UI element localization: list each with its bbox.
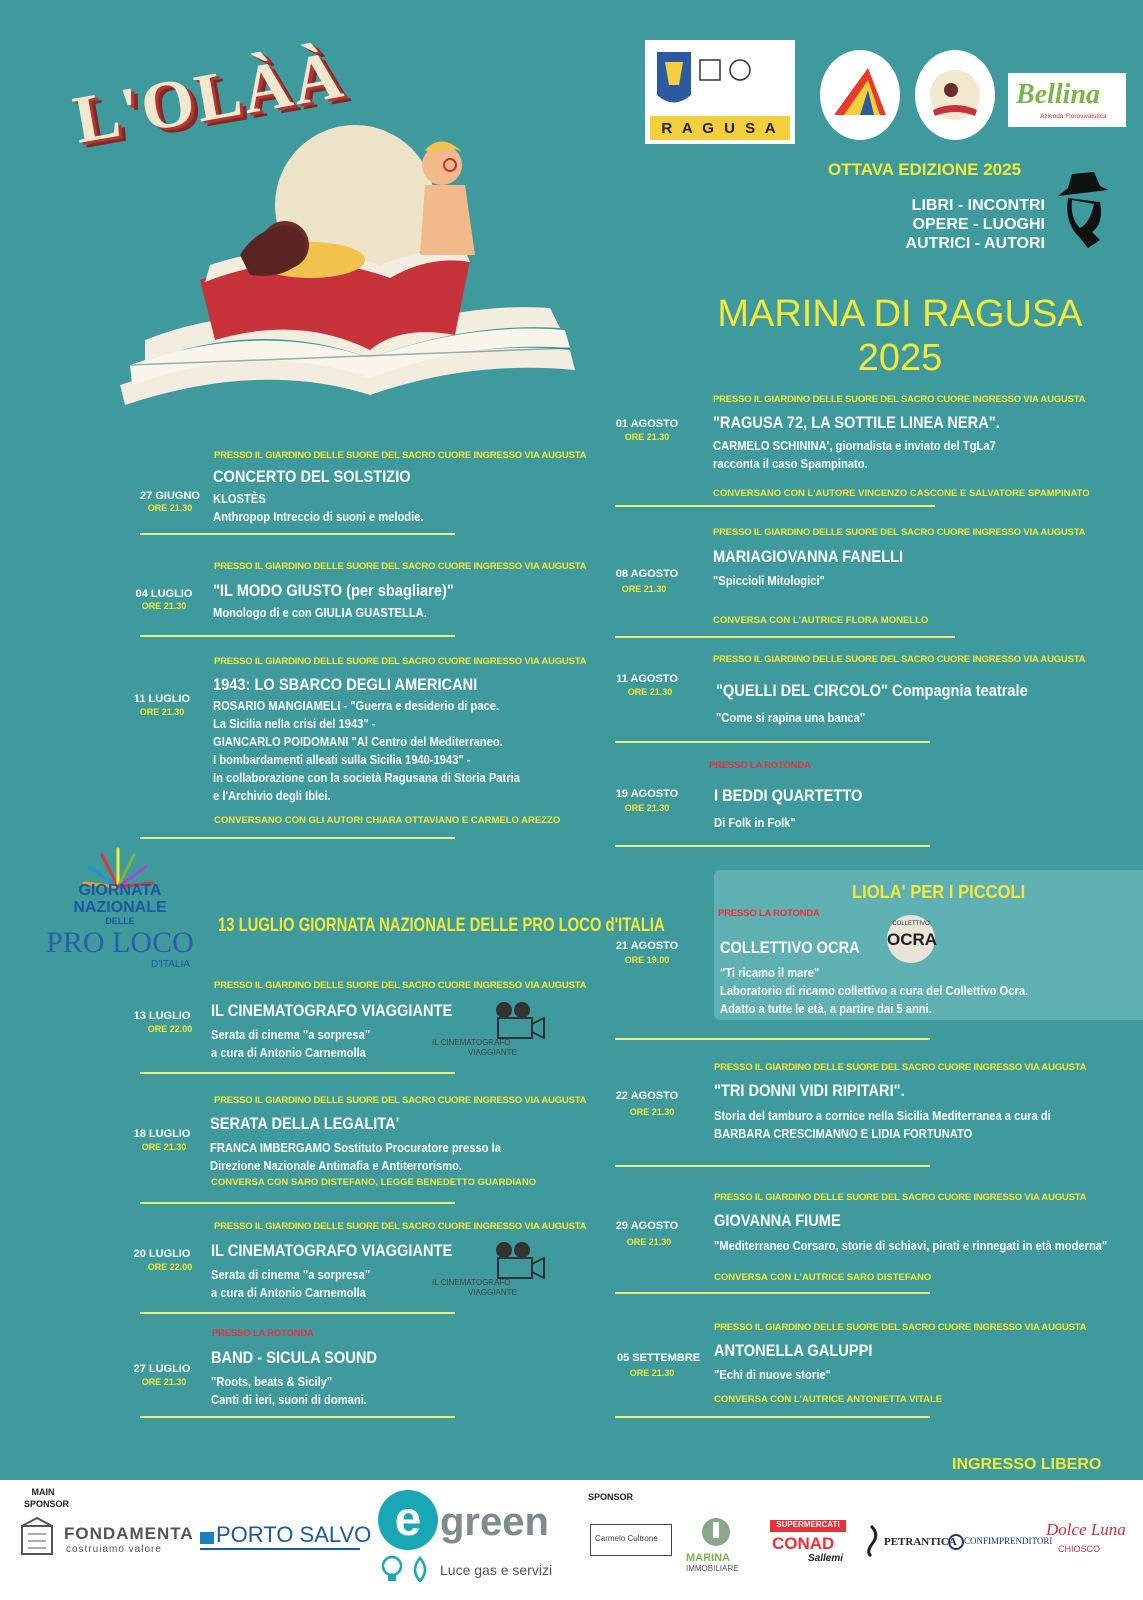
event-venue: PRESSO LA ROTONDA xyxy=(718,908,820,919)
event-line: GIANCARLO POIDOMANI "Al Centro del Mediterraneo. xyxy=(213,734,503,749)
event-venue: PRESSO IL GIARDINO DELLE SUORE DEL SACRO CUORE INGRESSO VIA AUGUSTA xyxy=(714,1322,1087,1333)
event-time: ORE 19.00 xyxy=(624,955,670,965)
event-date: 08 AGOSTO xyxy=(615,568,679,580)
event-venue: PRESSO IL GIARDINO DELLE SUORE DEL SACRO CUORE INGRESSO VIA AUGUSTA xyxy=(713,654,1086,665)
location-name: MARINA DI RAGUSA xyxy=(717,293,1083,335)
divider xyxy=(615,1292,930,1294)
event-line: a cura di Antonio Carnemolla xyxy=(211,1045,366,1060)
event-title: CONCERTO DEL SOLSTIZIO xyxy=(213,467,411,486)
divider xyxy=(615,1416,930,1418)
event-title: "IL MODO GIUSTO (per sbagliare)" xyxy=(213,581,454,600)
event-line: Monologo di e con GIULIA GUASTELLA. xyxy=(213,605,427,620)
event-date: 13 LUGLIO xyxy=(133,1010,191,1022)
event-time: ORE 21.30 xyxy=(624,803,670,813)
event-date: 05 SETTEMBRE xyxy=(617,1352,701,1364)
event-line: KLOSTÈS xyxy=(213,491,266,506)
author-portrait-icon xyxy=(1050,168,1115,253)
ocra-logo xyxy=(887,915,938,963)
event-venue: PRESSO LA ROTONDA xyxy=(212,1328,314,1339)
event-time: ORE 21.30 xyxy=(141,1142,187,1152)
tagline-line: AUTRICI - AUTORI xyxy=(905,235,1045,252)
conad-logo: CONAD xyxy=(772,1534,835,1553)
egreen-mark xyxy=(378,1490,438,1550)
event-line: La Sicilia nella crisi del 1943" - xyxy=(213,716,376,731)
proloco-text: NAZIONALE xyxy=(73,899,167,916)
divider xyxy=(140,1416,455,1418)
event-time: ORE 21.30 xyxy=(141,601,187,611)
fondamenta-logo: FONDAMENTA xyxy=(64,1524,194,1543)
event-line: "Ti ricamo il mare" xyxy=(720,965,820,980)
event-conversation: CONVERSANO CON GLI AUTORI CHIARA OTTAVIANO E CARMELO AREZZO xyxy=(214,815,561,826)
edition-label: OTTAVA EDIZIONE 2025 xyxy=(828,160,1022,179)
event-line: racconta il caso Spampinato. xyxy=(713,456,868,471)
event-conversation: CONVERSA CON SARO DISTEFANO, LEGGE BENEDETTO GUARDIANO xyxy=(211,1177,537,1188)
porto-salvo-underline xyxy=(200,1548,360,1550)
event-line: In collaborazione con la società Ragusana di Storia Patria xyxy=(213,770,520,785)
cinema-logo-text: IL CINEMATOGRAFO xyxy=(432,1038,511,1047)
event-description xyxy=(713,437,996,473)
event-date: 01 AGOSTO xyxy=(615,418,679,430)
event-title: GIOVANNA FIUME xyxy=(714,1211,841,1230)
event-description xyxy=(716,709,865,727)
event-venue: PRESSO IL GIARDINO DELLE SUORE DEL SACRO CUORE INGRESSO VIA AUGUSTA xyxy=(214,450,587,461)
event-line: "Roots, beats & Sicily" xyxy=(211,1374,333,1389)
event-venue: PRESSO IL GIARDINO DELLE SUORE DEL SACRO CUORE INGRESSO VIA AUGUSTA xyxy=(713,527,1086,538)
proloco-text: D'ITALIA xyxy=(151,959,190,970)
marina-sub: IMMOBILIARE xyxy=(686,1564,739,1573)
event-title: COLLETTIVO OCRA xyxy=(720,938,860,957)
event-time: ORE 21.30 xyxy=(624,432,670,442)
event-time: ORE 21.30 xyxy=(139,707,185,717)
event-description xyxy=(213,604,427,622)
tagline xyxy=(880,196,1045,253)
ragusa-text: R A G U S A xyxy=(661,120,779,137)
event-description xyxy=(213,490,424,526)
carmelo-text: Carmelo Cultrone xyxy=(595,1534,658,1543)
event-time: ORE 21.30 xyxy=(147,503,193,513)
proloco-text: PRO LOCO xyxy=(46,926,194,959)
fondamenta-sub: costruiamo valore xyxy=(66,1544,162,1555)
event-description xyxy=(213,697,520,805)
bellina-sub: Azienda Florovivaistica xyxy=(1040,113,1107,120)
marina-icon xyxy=(700,1516,732,1548)
event-date: 11 AGOSTO xyxy=(616,673,678,685)
event-venue: PRESSO IL GIARDINO DELLE SUORE DEL SACRO CUORE INGRESSO VIA AUGUSTA xyxy=(714,1062,1087,1073)
festival-logo: L'OLÀÀ xyxy=(67,35,350,158)
event-date: 11 LUGLIO xyxy=(133,693,191,705)
event-time: ORE 21.30 xyxy=(621,584,667,594)
event-venue: PRESSO IL GIARDINO DELLE SUORE DEL SACRO CUORE INGRESSO VIA AUGUSTA xyxy=(713,394,1086,405)
egreen-logo: green xyxy=(440,1500,549,1544)
proloco-text: DELLE xyxy=(105,916,135,926)
event-time: ORE 21.30 xyxy=(141,1377,187,1387)
carmelo-logo xyxy=(590,1524,672,1556)
event-title: ANTONELLA GALUPPI xyxy=(714,1341,873,1360)
event-description xyxy=(714,1107,1051,1143)
proloco-logo xyxy=(40,882,200,971)
divider xyxy=(140,1312,455,1314)
event-time: ORE 22.00 xyxy=(147,1024,193,1034)
event-conversation: CONVERSA CON L'AUTRICE ANTONIETTA VITALE xyxy=(714,1394,943,1405)
event-description xyxy=(714,1237,1107,1255)
event-date: 22 AGOSTO xyxy=(615,1090,679,1102)
event-line: "Mediterraneo Corsaro, storie di schiavi, pirati e rinnegati in età moderna" xyxy=(714,1238,1108,1253)
confimprenditori-logo: CONFIMPRENDITORI xyxy=(964,1536,1053,1546)
location-title xyxy=(700,292,1100,380)
divider xyxy=(140,635,455,637)
event-time: ORE 21.30 xyxy=(629,1107,675,1117)
building-icon xyxy=(18,1516,58,1556)
event-time: ORE 21.30 xyxy=(629,1368,675,1378)
cinema-logo xyxy=(430,998,550,1063)
location-year: 2025 xyxy=(857,337,943,379)
event-date: 27 GIUGNO xyxy=(140,490,200,502)
event-line: FRANCA IMBERGAMO Sostituto Procuratore presso la xyxy=(210,1140,501,1155)
event-line: Serata di cinema "a sorpresa" xyxy=(211,1027,371,1042)
event-title: SERATA DELLA LEGALITA' xyxy=(210,1114,400,1133)
divider xyxy=(140,1202,455,1204)
ocra-logo-text: OCRA xyxy=(887,930,938,949)
bulb-flame-icon xyxy=(380,1554,432,1584)
egreen-letter: e xyxy=(394,1493,422,1546)
event-line: Canti di ieri, suoni di domani. xyxy=(211,1392,367,1407)
cinema-logo xyxy=(430,1238,550,1303)
event-conversation: CONVERSA CON L'AUTRICE SARO DISTEFANO xyxy=(714,1272,932,1283)
divider xyxy=(615,741,930,743)
event-line: "Come si rapina una banca" xyxy=(716,710,866,725)
cinema-logo-text: VIAGGIANTE xyxy=(468,1048,517,1057)
divider xyxy=(615,636,955,638)
event-venue: PRESSO IL GIARDINO DELLE SUORE DEL SACRO CUORE INGRESSO VIA AUGUSTA xyxy=(214,1221,587,1232)
cinema-logo-text: IL CINEMATOGRAFO xyxy=(432,1278,511,1287)
event-venue: PRESSO IL GIARDINO DELLE SUORE DEL SACRO CUORE INGRESSO VIA AUGUSTA xyxy=(214,980,587,991)
event-line: CARMELO SCHININA', giornalista e inviato del TgLa7 xyxy=(713,438,996,453)
event-conversation: CONVERSA CON L'AUTRICE FLORA MONELLO xyxy=(713,615,929,626)
divider xyxy=(615,1165,930,1167)
sponsor-label: SPONSOR xyxy=(588,1492,634,1502)
event-description xyxy=(211,1026,370,1062)
event-line: BARBARA CRESCIMANNO E LIDIA FORTUNATO xyxy=(714,1126,973,1141)
tagline-line: OPERE - LUOGHI xyxy=(912,216,1045,233)
event-line: Anthropop Intreccio di suoni e melodie. xyxy=(213,509,424,524)
porto-salvo-logo: PORTO SALVO xyxy=(216,1522,372,1547)
event-line: "Spiccioli Mitologici" xyxy=(713,573,825,588)
divider xyxy=(140,533,455,535)
event-line: ROSARIO MANGIAMELI - "Guerra e desiderio di pace. xyxy=(213,698,500,713)
event-date: 18 LUGLIO xyxy=(133,1128,191,1140)
divider xyxy=(615,1038,930,1040)
sponsor-footer xyxy=(0,1480,1143,1600)
event-title: MARIAGIOVANNA FANELLI xyxy=(713,547,904,566)
divider xyxy=(140,1072,455,1074)
conad-super: SUPERMERCATI xyxy=(776,1520,840,1529)
event-title: 1943: LO SBARCO DEGLI AMERICANI xyxy=(213,675,478,694)
event-time: ORE 22.00 xyxy=(147,1262,193,1272)
event-title: I BEDDI QUARTETTO xyxy=(714,786,863,805)
event-venue: PRESSO LA ROTONDA xyxy=(709,760,811,771)
main-sponsor-label: MAIN SPONSOR xyxy=(24,1487,70,1509)
divider xyxy=(615,505,935,507)
ocra-logo-small: COLLETTIVO xyxy=(892,921,930,927)
event-line: "Echi di nuove storie" xyxy=(714,1367,831,1382)
conad-top-bar xyxy=(770,1520,846,1532)
event-line: Laboratorio di ricamo collettivo a cura del Collettivo Ocra. xyxy=(720,983,1029,998)
event-description xyxy=(714,814,796,832)
petrantica-logo: PETRANTICA xyxy=(884,1536,957,1548)
confimprenditori-icon xyxy=(948,1534,964,1550)
event-title: "QUELLI DEL CIRCOLO" Compagnia teatrale xyxy=(716,681,1028,700)
event-venue: PRESSO IL GIARDINO DELLE SUORE DEL SACRO CUORE INGRESSO VIA AUGUSTA xyxy=(214,561,587,572)
event-time: ORE 21.30 xyxy=(626,1237,672,1247)
dolce-luna-sub: CHIOSCO xyxy=(1058,1544,1101,1554)
porto-salvo-mark xyxy=(200,1532,214,1544)
event-date: 29 AGOSTO xyxy=(615,1220,679,1232)
bellina-logo xyxy=(1008,73,1126,127)
event-line: I bombardamenti alleati sulla Sicilia 1940-1943" - xyxy=(213,752,471,767)
tagline-line: LIBRI - INCONTRI xyxy=(911,197,1045,214)
petrantica-icon xyxy=(860,1524,882,1558)
event-description xyxy=(210,1139,501,1175)
event-line: Storia del tamburo a cornice nella Sicilia Mediterranea a cura di xyxy=(714,1108,1051,1123)
conad-sub: Sallemi xyxy=(808,1553,844,1564)
event-title: BAND - SICULA SOUND xyxy=(211,1348,377,1367)
proloco-banner: 13 LUGLIO GIORNATA NAZIONALE DELLE PRO LOCO d'ITALIA xyxy=(218,915,665,936)
event-time: ORE 21.30 xyxy=(627,687,673,697)
event-venue: PRESSO IL GIARDINO DELLE SUORE DEL SACRO CUORE INGRESSO VIA AUGUSTA xyxy=(214,1095,587,1106)
event-venue: PRESSO IL GIARDINO DELLE SUORE DEL SACRO CUORE INGRESSO VIA AUGUSTA xyxy=(214,656,587,667)
event-description xyxy=(713,572,825,590)
event-conversation: CONVERSANO CON L'AUTORE VINCENZO CASCONE E SALVATORE SPAMPINATO xyxy=(713,488,1090,499)
divider xyxy=(615,845,930,847)
entry-label: INGRESSO LIBERO xyxy=(952,1456,1102,1473)
event-line: Serata di cinema "a sorpresa" xyxy=(211,1267,371,1282)
event-title: "RAGUSA 72, LA SOTTILE LINEA NERA". xyxy=(713,413,1000,432)
event-date: 19 AGOSTO xyxy=(615,788,679,800)
liola-small-logo xyxy=(915,50,995,140)
bellina-text: Bellina xyxy=(1016,79,1101,110)
event-line: a cura di Antonio Carnemolla xyxy=(211,1285,366,1300)
event-date: 27 LUGLIO xyxy=(133,1363,191,1375)
proloco-text: GIORNATA xyxy=(78,882,162,899)
event-description xyxy=(720,964,1028,1018)
egreen-sub: Luce gas e servizi xyxy=(440,1562,553,1578)
event-title: "TRI DONNI VIDI RIPITARI". xyxy=(714,1081,905,1100)
ragusa-unesco-logo xyxy=(645,40,795,144)
event-description xyxy=(211,1373,367,1409)
event-date: 04 LUGLIO xyxy=(135,588,193,600)
cinema-logo-text: VIAGGIANTE xyxy=(468,1288,517,1297)
event-line: Adatto a tutte le età, a partire dai 5 anni. xyxy=(720,1001,932,1016)
association-logo xyxy=(820,50,900,140)
event-date: 21 AGOSTO xyxy=(615,940,679,952)
event-venue: PRESSO IL GIARDINO DELLE SUORE DEL SACRO CUORE INGRESSO VIA AUGUSTA xyxy=(714,1192,1087,1203)
kids-section-title: LIOLA' PER I PICCOLI xyxy=(852,882,1026,902)
event-title: IL CINEMATOGRAFO VIAGGIANTE xyxy=(211,1241,453,1260)
marina-logo: MARINA xyxy=(686,1552,730,1564)
event-description xyxy=(211,1266,370,1302)
event-line: e l'Archivio degli Iblei. xyxy=(213,788,331,803)
event-title: IL CINEMATOGRAFO VIAGGIANTE xyxy=(211,1001,453,1020)
event-date: 20 LUGLIO xyxy=(133,1248,191,1260)
event-line: Direzione Nazionale Antimafia e Antiterrorismo. xyxy=(210,1158,463,1173)
dolce-luna-logo: Dolce Luna xyxy=(1046,1520,1126,1539)
event-line: Di Folk in Folk" xyxy=(714,815,796,830)
event-description xyxy=(714,1366,831,1384)
divider xyxy=(140,837,455,839)
